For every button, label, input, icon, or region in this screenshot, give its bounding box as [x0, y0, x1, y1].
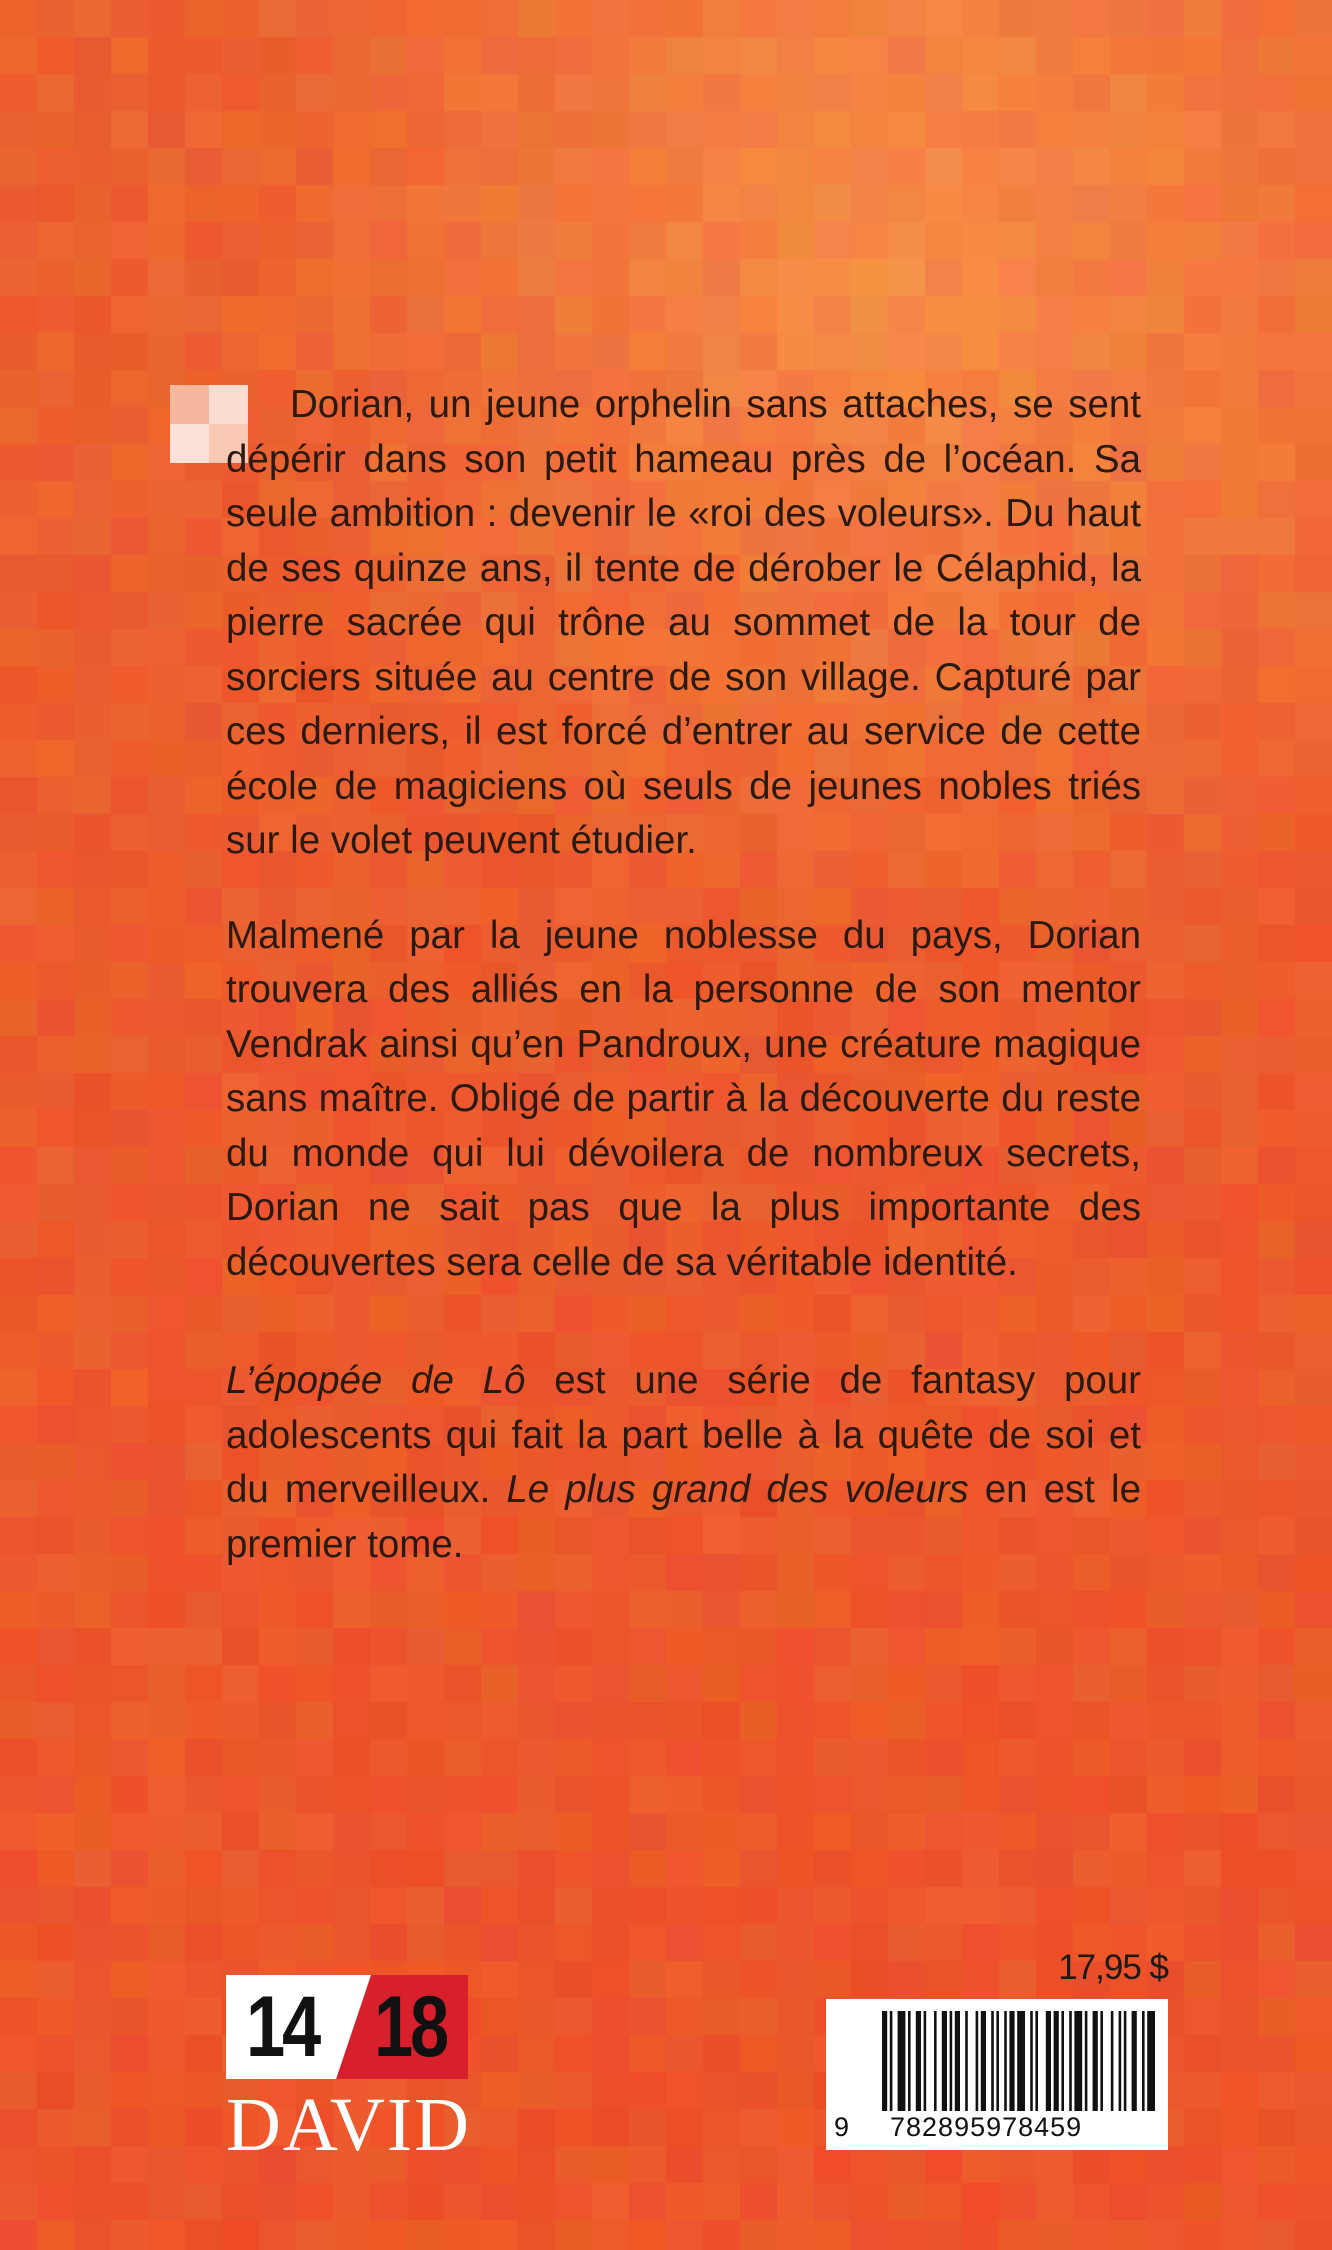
series-title: L’épopée de Lô [226, 1359, 526, 1402]
barcode-bar [1046, 2011, 1051, 2111]
barcode-bar [898, 2011, 906, 2111]
barcode-bar [890, 2011, 893, 2111]
barcode-bar [1074, 2011, 1082, 2111]
barcode-bar [916, 2011, 921, 2111]
price-label: 17,95 $ [1058, 1948, 1168, 1987]
barcode-bar [1119, 2011, 1122, 2111]
barcode-bar [1147, 2011, 1155, 2111]
barcode-bar [882, 2011, 887, 2111]
barcode-bar [976, 2011, 979, 2111]
barcode-bar [991, 2011, 994, 2111]
barcode-bar [924, 2011, 927, 2111]
barcode-bar [1111, 2011, 1114, 2111]
barcode-graphic [826, 1999, 1168, 2150]
barcode-bar [1142, 2011, 1145, 2111]
series-text-b: en est le premier tome. [226, 1468, 1141, 1566]
blurb-paragraph-3 [226, 1354, 1141, 1572]
isbn-barcode [826, 1999, 1168, 2150]
barcode-bar [1061, 2011, 1064, 2111]
barcode-bar [950, 2011, 953, 2111]
ornament-square-1 [170, 385, 209, 424]
barcode-bar [942, 2011, 947, 2111]
barcode-bar [996, 2011, 999, 2111]
barcode-bar [1017, 2011, 1025, 2111]
publisher-name: DAVID [226, 2083, 472, 2167]
barcode-bar [934, 2011, 937, 2111]
barcode-bar [1054, 2011, 1059, 2111]
back-cover-blurb [226, 378, 1141, 1612]
barcode-bar [965, 2011, 968, 2111]
barcode-bar [1069, 2011, 1072, 2111]
ornament-square-3 [170, 424, 209, 463]
barcode-bar [1132, 2011, 1137, 2111]
age-to: 18 [374, 1979, 446, 2075]
barcode-bar [955, 2011, 960, 2111]
age-range-badge [226, 1975, 468, 2079]
collection-logo [226, 1975, 472, 2167]
blurb-paragraph-2: Malmené par la jeune noblesse du pays, Dorian trouvera des alliés en la personne de son mentor Vendrak ainsi qu’en Pandroux, une créature magique sans maître. Obligé de partir à la découverte du reste du monde qui lui dévoilera de nombreux secrets, Dorian ne sait pas que la plus importante des découvertes sera celle de sa véritable identité. [226, 913, 1141, 1284]
barcode-bar [1085, 2011, 1088, 2111]
series-text-a: est une série de fantasy pour adolescents qui fait la part belle à la quête de soi et du merveilleux. [226, 1359, 1142, 1511]
barcode-bar [1030, 2011, 1033, 2111]
barcode-bar [1093, 2011, 1098, 2111]
barcode-bar [981, 2011, 986, 2111]
barcode-bar [908, 2011, 911, 2111]
barcode-lead-digit: 9 [834, 2112, 850, 2142]
barcode-bar [1009, 2011, 1014, 2111]
book-title: Le plus grand des voleurs [506, 1468, 969, 1511]
age-from: 14 [246, 1979, 318, 2075]
barcode-bar [1124, 2011, 1127, 2111]
barcode-bar [1004, 2011, 1007, 2111]
blurb-paragraph-1: Dorian, un jeune orphelin sans attaches, se sent dépérir dans son petit hameau près de l’océan. Sa seule ambition : devenir le «roi des voleurs». Du haut de ses quinze ans, il tente de dérober le Célaphid, la pierre sacrée qui trône au sommet de la tour de sorciers située au centre de son village. Capturé par ces derniers, il est forcé d’entrer au service de cette école de magiciens où seuls de jeunes nobles triés sur le volet peuvent étudier. [226, 383, 1141, 862]
barcode-bar [1035, 2011, 1038, 2111]
barcode-bar [1100, 2011, 1103, 2111]
barcode-digits: 782895978459 [890, 2112, 1083, 2142]
